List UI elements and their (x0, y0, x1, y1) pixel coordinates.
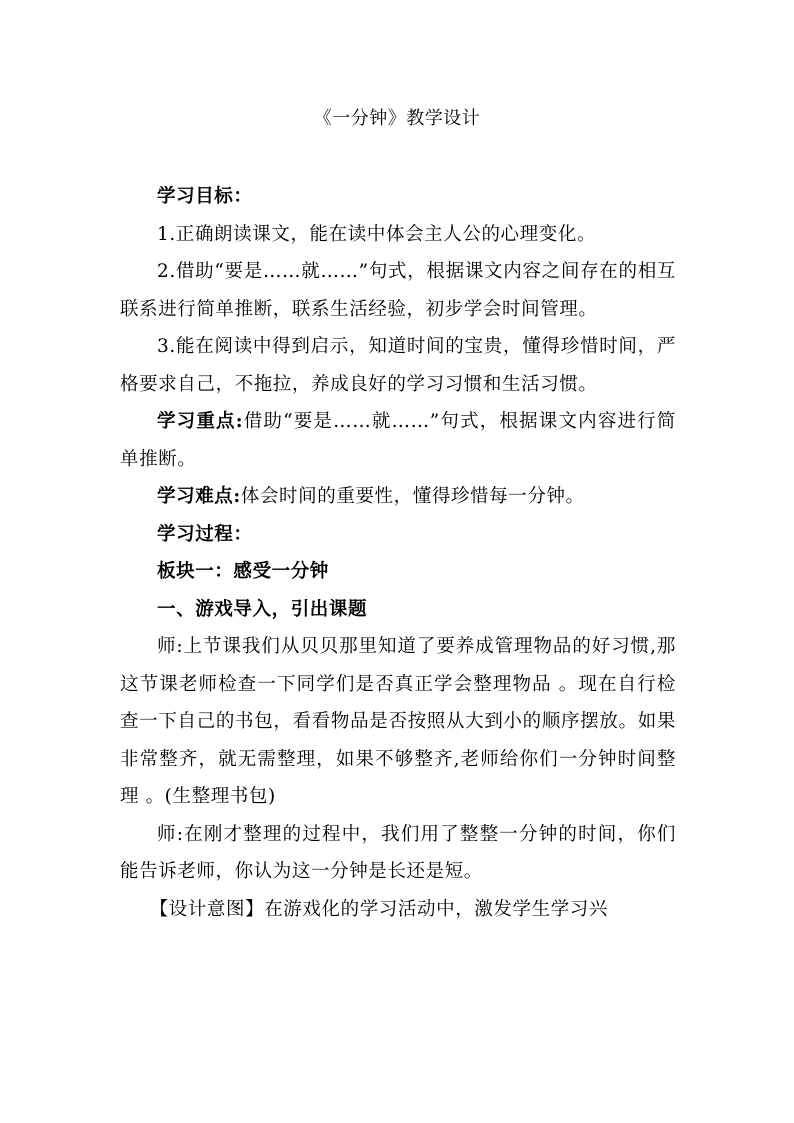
key-point (120, 403, 676, 478)
key-point-text: 借助“要是……就……”句式，根据课文内容进行简单推断。 (120, 411, 676, 470)
difficulty-text: 体会时间的重要性，懂得珍惜每一分钟。 (240, 486, 585, 507)
objective-3: 3.能在阅读中得到启示，知道时间的宝贵，懂得珍惜时间，严格要求自己，不拖拉，养成良好的学习习惯和生活习惯。 (120, 336, 676, 395)
document-title: 《一分钟》教学设计 (313, 108, 481, 129)
objective-1: 1.正确朗读课文，能在读中体会主人公的心理变化。 (157, 223, 597, 245)
section-one-heading: 一、游戏导入，引出课题 (157, 598, 368, 620)
block-one-heading: 板块一：感受一分钟 (157, 561, 329, 582)
key-point-label: 学习重点: (157, 411, 244, 432)
difficulty (120, 478, 676, 516)
process-heading: 学习过程： (157, 523, 253, 545)
difficulty-label: 学习难点: (157, 486, 241, 507)
teacher-paragraph-1: 师:上节课我们从贝贝那里知道了要养成管理物品的好习惯,那这节课老师检查一下同学们是否真正学会整理物品 。现在自行检查一下自己的书包，看看物品是否按照从大到小的顺序摆放。如果非常整齐，就无需整理，如果不够整齐,老师给你们一分钟时间整理 。(生整理书包) (120, 636, 676, 807)
objective-2: 2.借助“要是……就……”句式，根据课文内容之间存在的相互联系进行简单推断，联系生活经验，初步学会时间管理。 (120, 261, 676, 320)
design-intent: 【设计意图】在游戏化的学习活动中，激发学生学习兴 (149, 898, 608, 920)
objectives-heading: 学习目标： (157, 186, 253, 207)
document-body (120, 178, 676, 928)
teacher-paragraph-2: 师:在刚才整理的过程中，我们用了整整一分钟的时间，你们能告诉老师，你认为这一分钟是长还是短。 (120, 823, 676, 882)
